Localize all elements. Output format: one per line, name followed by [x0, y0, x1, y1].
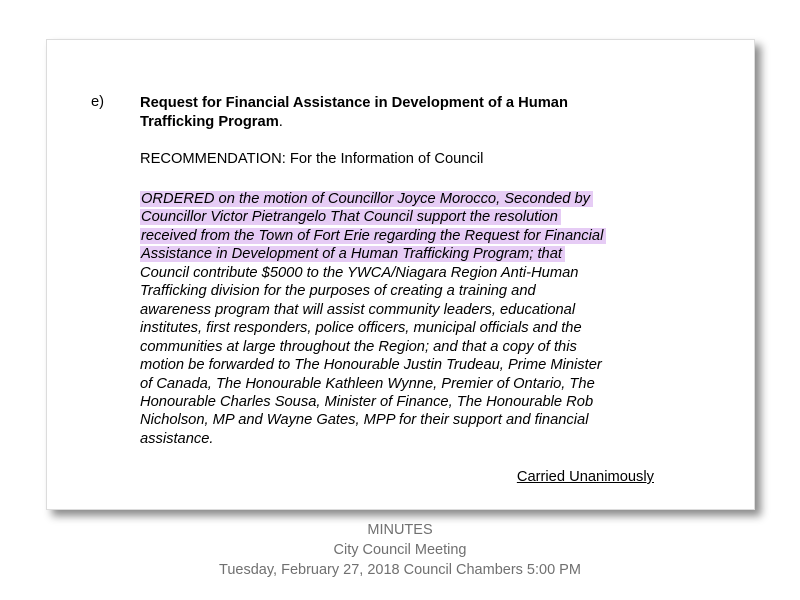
- highlighted-text: ORDERED on the motion of Councillor Joyce Morocco, Seconded by: [140, 191, 593, 207]
- motion-line: [140, 208, 700, 226]
- motion-line: motion be forwarded to The Honourable Justin Trudeau, Prime Minister: [140, 357, 602, 374]
- motion-line: assistance.: [140, 430, 214, 447]
- motion-line: Trafficking division for the purposes of creating a training and: [140, 283, 536, 300]
- item-title: [140, 94, 640, 131]
- highlighted-text: received from the Town of Fort Erie regarding the Request for Financial: [140, 228, 606, 244]
- motion-line: [140, 227, 700, 245]
- item-letter: e): [91, 94, 105, 110]
- item-title-text: Request for Financial Assistance in Development of a Human Trafficking Program: [140, 95, 568, 130]
- motion-line: of Canada, The Honourable Kathleen Wynne, Premier of Ontario, The: [140, 375, 595, 392]
- motion-line: [140, 190, 700, 208]
- highlighted-text: Councillor Victor Pietrangelo That Council support the resolution: [140, 209, 561, 225]
- motion-line: [140, 245, 700, 263]
- motion-line: Honourable Charles Sousa, Minister of Finance, The Honourable Rob: [140, 393, 594, 410]
- motion-line: awareness program that will assist community leaders, educational: [140, 301, 576, 318]
- caption-minutes: MINUTES: [367, 522, 433, 538]
- item-title-period: .: [278, 113, 283, 130]
- motion-line: Council contribute $5000 to the YWCA/Niagara Region Anti-Human: [140, 264, 579, 281]
- document-page: [46, 39, 755, 510]
- caption-meeting: City Council Meeting: [333, 542, 467, 558]
- caption-date: Tuesday, February 27, 2018 Council Chambers 5:00 PM: [219, 562, 581, 578]
- motion-line: Nicholson, MP and Wayne Gates, MPP for their support and financial: [140, 412, 589, 429]
- highlighted-text: Assistance in Development of a Human Trafficking Program; that: [140, 246, 565, 262]
- motion-line: institutes, first responders, police officers, municipal officials and the: [140, 320, 582, 337]
- carried-unanimously: Carried Unanimously: [516, 469, 654, 485]
- motion-paragraph: [140, 190, 700, 448]
- motion-line: communities at large throughout the Region; and that a copy of this: [140, 338, 577, 355]
- recommendation-text: RECOMMENDATION: For the Information of Council: [140, 151, 484, 167]
